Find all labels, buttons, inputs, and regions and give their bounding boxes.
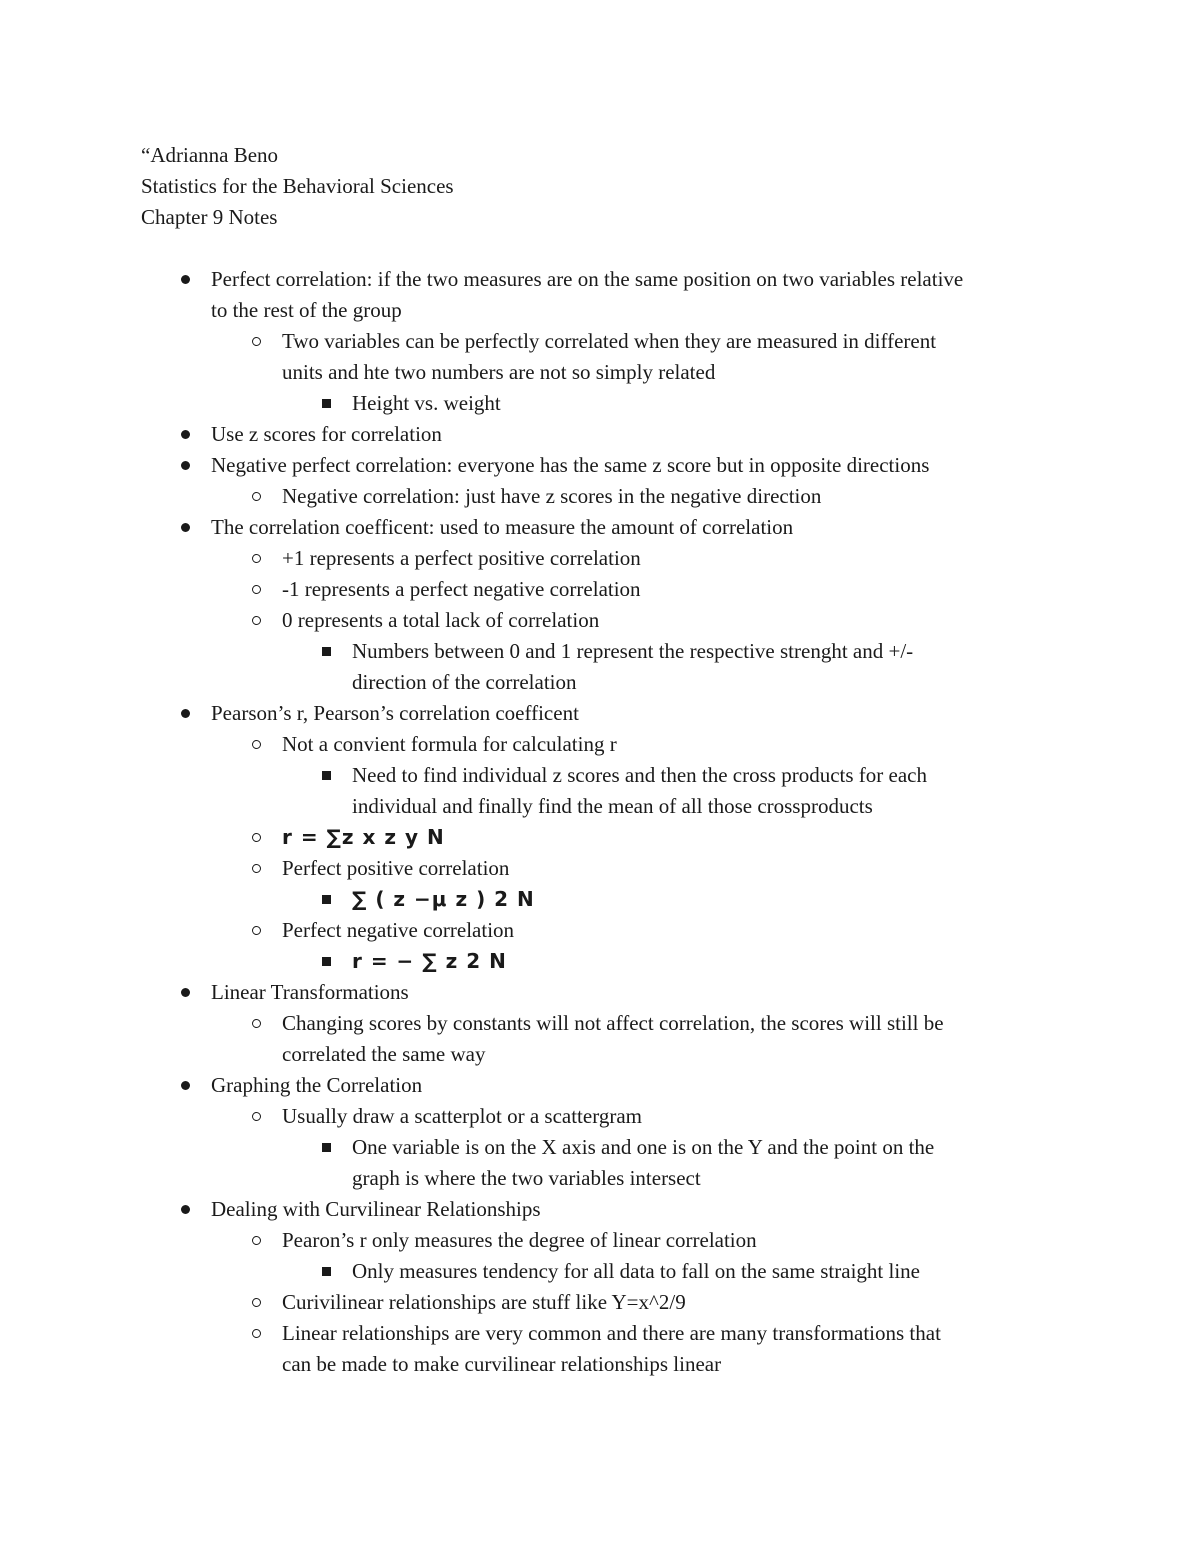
- note-line: 0 represents a total lack of correlation: [282, 608, 600, 632]
- note-line: The correlation coefficent: used to measure the amount of correlation: [211, 515, 794, 539]
- note-line: Not a convient formula for calculating r: [282, 732, 617, 756]
- level3-bullet-icon: [316, 1132, 336, 1163]
- note-line: Usually draw a scatterplot or a scattergram: [282, 1104, 642, 1128]
- positive-correlation-formula: ∑ ( z −μ z ) 2 N: [352, 887, 535, 911]
- note-line: Two variables can be perfectly correlated when they are measured in different: [282, 329, 937, 353]
- note-line: One variable is on the X axis and one is on the Y and the point on the: [352, 1135, 935, 1159]
- note-line: Perfect positive correlation: [282, 856, 510, 880]
- note-line: Pearson’s r, Pearson’s correlation coefficent: [211, 701, 579, 725]
- level2-bullet-icon: [246, 326, 266, 357]
- level2-bullet-icon: [246, 574, 266, 605]
- level2-bullet-icon: [246, 1287, 266, 1318]
- level3-bullet-icon: [316, 1256, 336, 1287]
- level3-bullet-icon: [316, 636, 336, 667]
- note-line: Curivilinear relationships are stuff like Y=x^2/9: [282, 1290, 686, 1314]
- note-line: Only measures tendency for all data to fall on the same straight line: [352, 1259, 920, 1283]
- level2-bullet-icon: [246, 481, 266, 512]
- note-line: direction of the correlation: [352, 670, 577, 694]
- level1-bullet-icon: [175, 977, 195, 1008]
- level3-bullet-icon: [316, 760, 336, 791]
- level2-bullet-icon: [246, 1225, 266, 1256]
- chapter-title: Chapter 9 Notes: [141, 205, 278, 229]
- level2-bullet-icon: [246, 853, 266, 884]
- level1-bullet-icon: [175, 698, 195, 729]
- note-line: Graphing the Correlation: [211, 1073, 423, 1097]
- negative-correlation-formula: r = − ∑ z 2 N: [352, 949, 507, 973]
- level3-bullet-icon: [316, 388, 336, 419]
- note-line: Perfect negative correlation: [282, 918, 515, 942]
- level1-bullet-icon: [175, 264, 195, 295]
- level3-bullet-icon: [316, 946, 336, 977]
- note-line: graph is where the two variables intersect: [352, 1166, 701, 1190]
- note-line: Linear Transformations: [211, 980, 409, 1004]
- note-line: Numbers between 0 and 1 represent the respective strenght and +/-: [352, 639, 914, 663]
- note-line: Changing scores by constants will not affect correlation, the scores will still be: [282, 1011, 944, 1035]
- course-title: Statistics for the Behavioral Sciences: [141, 174, 454, 198]
- level1-bullet-icon: [175, 512, 195, 543]
- level2-bullet-icon: [246, 543, 266, 574]
- level2-bullet-icon: [246, 822, 266, 853]
- level2-bullet-icon: [246, 729, 266, 760]
- level2-bullet-icon: [246, 1318, 266, 1349]
- level1-bullet-icon: [175, 1194, 195, 1225]
- note-line: +1 represents a perfect positive correlation: [282, 546, 641, 570]
- note-line: Negative perfect correlation: everyone has the same z score but in opposite directions: [211, 453, 930, 477]
- level3-bullet-icon: [316, 884, 336, 915]
- level1-bullet-icon: [175, 419, 195, 450]
- note-line: Height vs. weight: [352, 391, 501, 415]
- author-name: “Adrianna Beno: [141, 143, 279, 167]
- pearson-r-formula: r = ∑z x z y N: [282, 825, 445, 849]
- level1-bullet-icon: [175, 450, 195, 481]
- note-line: Perfect correlation: if the two measures are on the same position on two variables relative: [211, 267, 964, 291]
- note-line: to the rest of the group: [211, 298, 402, 322]
- note-line: Negative correlation: just have z scores in the negative direction: [282, 484, 822, 508]
- note-line: Linear relationships are very common and there are many transformations that: [282, 1321, 941, 1345]
- level2-bullet-icon: [246, 1008, 266, 1039]
- note-line: -1 represents a perfect negative correlation: [282, 577, 641, 601]
- note-line: Need to find individual z scores and then the cross products for each: [352, 763, 927, 787]
- level2-bullet-icon: [246, 915, 266, 946]
- level1-bullet-icon: [175, 1070, 195, 1101]
- note-line: individual and finally find the mean of all those crossproducts: [352, 794, 873, 818]
- level2-bullet-icon: [246, 605, 266, 636]
- note-line: can be made to make curvilinear relationships linear: [282, 1352, 722, 1376]
- note-line: correlated the same way: [282, 1042, 486, 1066]
- note-line: Use z scores for correlation: [211, 422, 442, 446]
- note-line: units and hte two numbers are not so simply related: [282, 360, 716, 384]
- note-line: Dealing with Curvilinear Relationships: [211, 1197, 541, 1221]
- level2-bullet-icon: [246, 1101, 266, 1132]
- note-line: Pearon’s r only measures the degree of linear correlation: [282, 1228, 757, 1252]
